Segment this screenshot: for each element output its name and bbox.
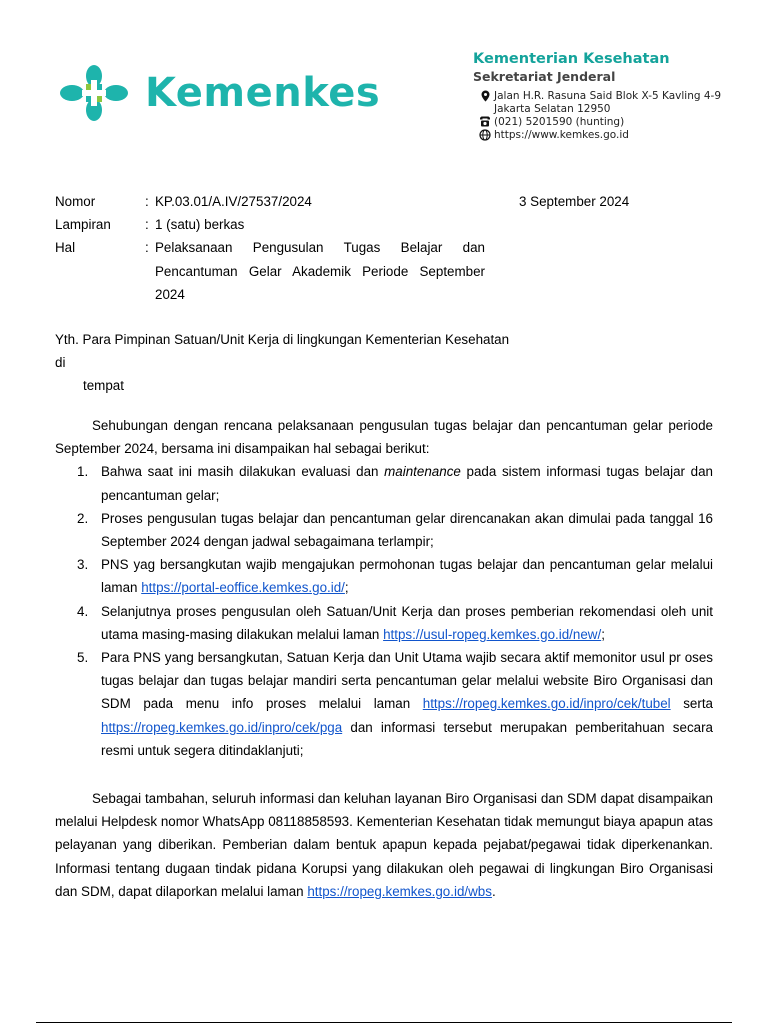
telephone-icon [476,116,494,127]
intro-paragraph: Sehubungan dengan rencana pelaksanaan pengusulan tugas belajar dan pencantuman gelar periode September 2024, bersama ini disampaikan hal sebagai berikut: [55,418,713,457]
lampiran-value: 1 (satu) berkas [155,217,245,233]
item-text-part: Selanjutnya proses pengusulan oleh Satuan/Unit Kerja dan proses pemberian rekomendasi oleh unit utama masing-masing dilakukan melalui laman [101,603,713,642]
wbs-link[interactable]: https://ropeg.kemkes.go.id/wbs [307,883,492,899]
list-item [55,553,713,599]
item-number: 5. [77,650,89,666]
list-item [55,600,713,646]
org-name: Kementerian Kesehatan [473,51,670,67]
website-url: https://www.kemkes.go.id [494,129,629,141]
letterhead-address-block [476,90,746,142]
recipient-block [55,328,509,397]
portal-eoffice-link[interactable]: https://portal-eoffice.kemkes.go.id/ [141,580,345,596]
phone-row [476,116,746,129]
globe-icon [476,129,494,141]
website-row [476,129,746,142]
points-list [55,460,713,762]
hal-value: Pelaksanaan Pengusulan Tugas Belajar dan Pencantuman Gelar Akademik Periode September 2024 [155,240,485,302]
colon: : [145,240,149,256]
org-unit: Sekretariat Jenderal [473,69,616,84]
item-text: Proses pengusulan tugas belajar dan pencantuman gelar direncanakan akan dimulai pada tanggal 16 September 2024 dengan jadwal sebagaimana terlampir; [101,510,713,550]
inpro-tubel-link[interactable]: https://ropeg.kemkes.go.id/inpro/cek/tubel [422,696,671,712]
meta-lampiran-row [55,213,485,236]
meta-nomor-row [55,190,485,213]
item-text [101,553,713,599]
item-italic-term: maintenance [384,464,461,480]
phone-number: (021) 5201590 (hunting) [494,116,625,128]
list-item [55,507,713,553]
letter-body [55,414,713,762]
closing-paragraph [55,787,713,903]
item-number: 2. [77,510,89,526]
item-text-part: Para PNS yang bersangkutan, Satuan Kerja dan Unit Utama wajib secara aktif memonitor usul pr oses tugas belajar dan tugas belajar mandiri serta pencantuman gelar melalui website Biro Organisasi dan SDM pada menu info proses melalui laman [101,650,713,712]
closing-text-end: . [491,883,496,899]
address-line-2: Jakarta Selatan 12950 [494,103,611,115]
recipient-line: Yth. Para Pimpinan Satuan/Unit Kerja di lingkungan Kementerian Kesehatan [55,332,510,347]
logo-wordmark: Kemenkes [145,70,381,116]
item-text-part: dan informasi tersebut merupakan pemberitahuan secara resmi untuk segera ditindaklanjuti; [101,719,713,758]
closing-text: Sebagai tambahan, seluruh informasi dan keluhan layanan Biro Organisasi dan SDM dapat disampaikan melalui Helpdesk nomor WhatsApp 08118858593. Kementerian Kesehatan tidak memungut biaya apapun atas pelayanan yang diberikan. Pemberian dalam bentuk apapun kepada pejabat/pegawai tidak diperkenankan. Informasi tentang dugaan tindak pidana Korupsi yang dilakukan oleh pegawai di lingkungan Biro Organisasi dan SDM, dapat dilaporkan melalui laman [55,791,713,899]
location-pin-icon [476,90,494,102]
item-text [101,600,713,646]
list-item [55,460,713,506]
item-text-part: serta [670,696,713,712]
lampiran-label: Lampiran [55,217,111,233]
footer-divider [36,1022,732,1023]
item-text-part: pada sistem informasi tugas belajar dan pencantuman gelar; [101,464,713,503]
address-row [476,90,746,103]
nomor-value: KP.03.01/A.IV/27537/2024 [155,194,312,209]
item-text-part: ; [344,580,349,596]
kemenkes-logo-icon [58,64,128,122]
recipient-di: di [55,355,66,370]
inpro-pga-link[interactable]: https://ropeg.kemkes.go.id/inpro/cek/pga [101,719,343,735]
letter-date: 3 September 2024 [519,194,630,209]
meta-hal-row [55,236,485,306]
colon: : [145,217,149,233]
colon: : [145,194,149,209]
letter-meta [55,190,485,306]
address-row [476,103,746,116]
item-number: 1. [77,464,89,480]
usul-ropeg-link[interactable]: https://usul-ropeg.kemkes.go.id/new/ [383,626,602,642]
nomor-label: Nomor [55,194,96,209]
item-text-part: PNS yag bersangkutan wajib mengajukan permohonan tugas belajar dan pencantuman gelar melalui laman [101,557,713,596]
recipient-tempat: tempat [83,378,124,393]
item-number: 4. [77,603,89,619]
address-line-1: Jalan H.R. Rasuna Said Blok X-5 Kavling 4-9 [494,90,722,102]
hal-label: Hal [55,240,76,256]
item-text-part: ; [601,626,605,642]
list-item [55,646,713,762]
item-text-part: Bahwa saat ini masih dilakukan evaluasi dan [101,464,385,480]
item-number: 3. [77,557,89,573]
item-text [101,646,713,762]
item-text [101,460,713,506]
